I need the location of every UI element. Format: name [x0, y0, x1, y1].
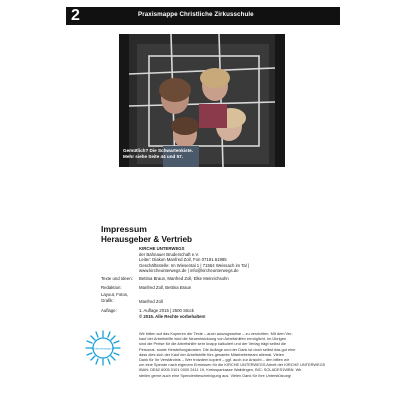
publisher-line3: Geschäftsstelle: Im Wiesental 1 | 71554 Weissach im Tal | — [139, 262, 250, 268]
publisher-line2: Leiter: Diakon Manfred Zoll, Fon 07191.61985 — [139, 257, 227, 262]
row-value-redaktion: Manfred Zoll, Bettina Braun — [139, 285, 192, 290]
publisher-line4: www.kircheunterwegs.de | info@kircheunterwegs.de — [139, 268, 239, 273]
copy-notice-line: kauf der Arbeitshilfe wird die Neuentwicklung von Arbeitshilfen ermöglicht. Im Übrigen — [139, 336, 287, 342]
row-label-grafik: Grafik: — [101, 298, 114, 303]
logo-text: kircheunterwegs.de — [91, 347, 115, 351]
copy-notice-line: Wir bitten auf das Kopieren der Texte – auch auszugsweise – zu verzichten. Mit dem Ver- — [139, 331, 293, 336]
page-number: 2 — [71, 7, 80, 24]
photo-caption — [123, 148, 193, 160]
copy-notice-line: sind die Preise für die Arbeitshilfe sehr knapp kalkuliert und der Verlag trägt selbst die — [139, 341, 287, 347]
row-value-texte: Bettina Braun, Manfred Zoll, Elke Meinrichsohn — [139, 276, 229, 281]
row-label-layout: Layout, Fotos, — [101, 292, 129, 297]
copy-notice-line: IBAN: DE62 6005 0101 0000 2411 19, Kreissparkasse Waiblingen, BIC: SOLADES1WBN. Wir — [139, 367, 302, 373]
copy-notice-line: stellen gerne auch eine Spendenbescheinigung aus. Vielen Dank für Ihre Unterstützung! — [139, 372, 292, 378]
copy-notice-line: Dank für Ihr Verständnis – Wer trotzdem kopiert – ggf. auch zur Ansicht – den bitten wir — [139, 357, 290, 363]
copy-notice — [139, 331, 326, 378]
row-label-texte: Texte und Ideen: — [101, 276, 133, 281]
photo-caption-line1: Gemütlich? Die Schwartenkiste. — [123, 148, 193, 153]
publisher-name: KIRCHE UNTERWEGS — [139, 246, 185, 251]
header-band — [0, 0, 400, 26]
photo-caption-line2: Mehr siehe Seite 44 und 57. — [123, 154, 183, 159]
impressum-title: Impressum — [101, 224, 147, 234]
header-title: Praxismappe Christliche Zirkusschule — [138, 11, 254, 18]
row-value-auflage: 1. Auflage 2015 | 2500 Stück — [139, 308, 194, 313]
publisher-line1: der Bahnauer Bruderschaft e.V. — [139, 251, 200, 257]
row-label-auflage: Auflage: — [101, 308, 117, 313]
row-label-redaktion: Redaktion: — [101, 285, 122, 290]
copy-notice-line: um eine Spende nach eigenem Ermessen für die KIRCHE UNTERWEGS Arbeit der KIRCHE UNTERWEGS — [139, 362, 326, 368]
impressum-subtitle: Herausgeber & Vertrieb — [101, 235, 193, 244]
copy-notice-line: dass dies sich der Kauf der Arbeitshilfe fürs gesamte Mitarbeiterteam allemal. Vielen — [139, 351, 285, 357]
copyright: © 2015. Alle Rechte vorbehalten! — [139, 314, 206, 319]
copy-notice-line: Personal- sowie Herstellungskosten. Die Auflage und der Dank ist doch selbst das gut eine — [139, 346, 296, 352]
row-value-grafik: Manfred Zoll — [139, 299, 163, 304]
kirche-unterwegs-logo — [85, 330, 121, 366]
